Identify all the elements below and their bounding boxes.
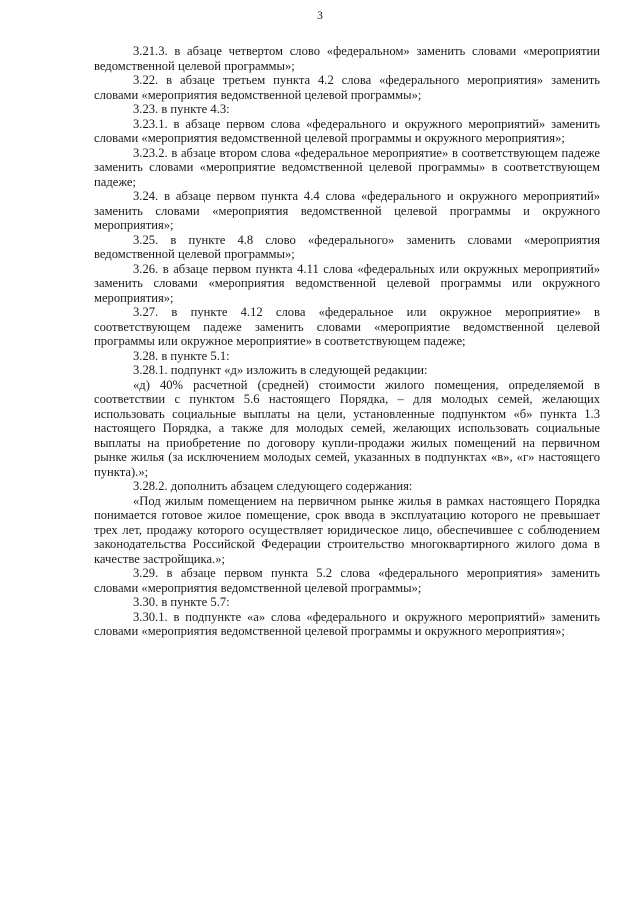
- paragraph-3-25: 3.25. в пункте 4.8 слово «федерального» заменить словами «мероприятия ведомственной целевой программы»;: [94, 232, 600, 261]
- paragraph-3-23-1: 3.23.1. в абзаце первом слова «федерального и окружного мероприятий» заменить словами «мероприятия ведомственной целевой программы и окружного мероприятия»;: [94, 116, 600, 145]
- paragraph-3-28-2: 3.28.2. дополнить абзацем следующего содержания:: [133, 479, 413, 493]
- paragraph-3-23: 3.23. в пункте 4.3:: [133, 102, 230, 116]
- paragraph-3-27: 3.27. в пункте 4.12 слова «федеральное или окружное мероприятие» в соответствующем падеже заменить словами «мероприятие ведомственной целевой программы или окружное мероприятие» в соответствующем падеже;: [94, 305, 600, 348]
- paragraph-3-21-3: 3.21.3. в абзаце четвертом слово «федеральном» заменить словами «мероприятии ведомственной целевой программы»;: [94, 44, 600, 73]
- paragraph-subpoint-d: «д) 40% расчетной (средней) стоимости жилого помещения, определяемой в соответствии с пунктом 5.6 настоящего Порядка, – для молодых семей, желающих использовать социальные выплаты на цели, установленные подпунктом «б» пункта 1.3 настоящего Порядка, а также для молодых семей, желающих использовать социальные выплаты на приобретение по договору купли-продажи жилых помещений на первичном рынке жилья (за исключением молодых семей, указанных в подпунктах «в», «г» настоящего пункта).»;: [94, 377, 600, 479]
- paragraph-3-30: 3.30. в пункте 5.7:: [133, 595, 230, 609]
- paragraph-3-23-2: 3.23.2. в абзаце втором слова «федеральное мероприятие» в соответствующем падеже заменить словами «мероприятие ведомственной целевой программы» в соответствующем падеже;: [94, 145, 600, 189]
- paragraph-3-22: 3.22. в абзаце третьем пункта 4.2 слова «федерального мероприятия» заменить словами «мероприятия ведомственной целевой программы»;: [94, 73, 600, 102]
- paragraph-primary-market-definition: «Под жилым помещением на первичном рынке жилья в рамках настоящего Порядка понимается готовое жилое помещение, срок ввода в эксплуатацию которого не превышает трех лет, продажу которого осуществляет юридическое лицо, обеспечившее с соблюдением законодательства Российской Федерации строительство многоквартирного жилого дома в качестве застройщика.»;: [94, 493, 600, 566]
- paragraph-3-24: 3.24. в абзаце первом пункта 4.4 слова «федерального и окружного мероприятий» заменить словами «мероприятия ведомственной целевой программы и окружного мероприятия»;: [94, 189, 600, 232]
- document-body: [94, 44, 600, 639]
- paragraph-3-26: 3.26. в абзаце первом пункта 4.11 слова «федеральных или окружных мероприятий» заменить словами «мероприятия ведомственной целевой программы или окружного мероприятия»;: [94, 261, 600, 305]
- paragraph-3-30-1: 3.30.1. в подпункте «а» слова «федерального и окружного мероприятий» заменить словами «мероприятия ведомственной целевой программы и окружного мероприятия»;: [94, 609, 600, 638]
- paragraph-3-28: 3.28. в пункте 5.1:: [133, 348, 230, 363]
- paragraph-3-29: 3.29. в абзаце первом пункта 5.2 слова «федерального мероприятия» заменить словами «мероприятия ведомственной целевой программы»;: [94, 566, 600, 595]
- paragraph-3-28-1: 3.28.1. подпункт «д» изложить в следующей редакции:: [133, 363, 428, 377]
- page-number: 3: [317, 10, 323, 22]
